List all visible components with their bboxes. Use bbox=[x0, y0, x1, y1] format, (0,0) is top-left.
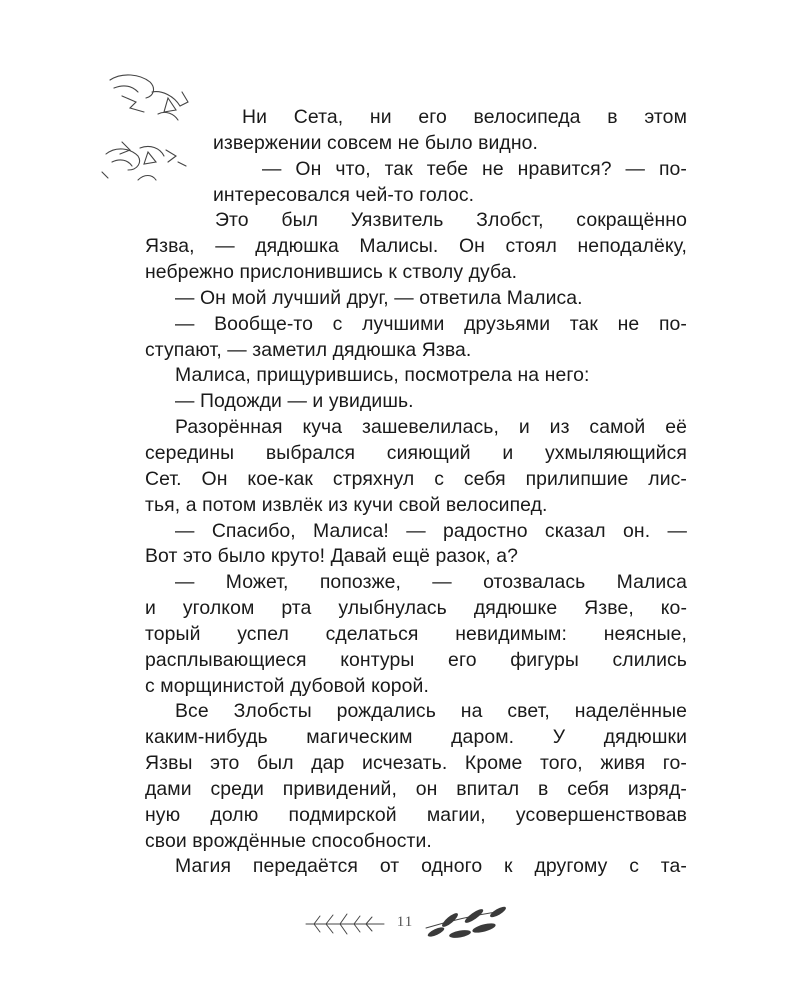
text-line: Это был Уязвитель Злобст, сокращённо bbox=[215, 209, 687, 232]
sketch-stroke bbox=[120, 142, 130, 154]
page-number: 11 bbox=[396, 914, 414, 930]
text-line: ную долю подмирской магии, усовершенствовав bbox=[145, 803, 687, 826]
text-line: торый успел сделаться невидимым: неясные, bbox=[145, 622, 687, 645]
text-line: — Он что, так тебе не нравится? — по- bbox=[262, 157, 687, 180]
text-line: извержении совсем не было видно. bbox=[213, 131, 539, 154]
ornament-leaf bbox=[463, 907, 485, 925]
sketch-stroke bbox=[106, 149, 140, 170]
text-line: — Подожди — и увидишь. bbox=[175, 390, 414, 413]
text-line: Малиса, прищурившись, посмотрела на него: bbox=[175, 364, 590, 387]
page-text bbox=[145, 105, 687, 880]
text-line: с морщинистой дубовой корой. bbox=[145, 674, 429, 697]
sketch-stroke bbox=[114, 86, 138, 92]
text-line: Язва, — дядюшка Малисы. Он стоял неподалёку, bbox=[145, 235, 687, 258]
text-line: — Спасибо, Малиса! — радостно сказал он. — bbox=[175, 519, 687, 542]
sketch-stroke bbox=[180, 92, 188, 106]
text-line: середины выбрался сияющий и ухмыляющийся bbox=[145, 441, 687, 464]
ornament-leaf bbox=[449, 929, 472, 940]
sketch-stroke bbox=[102, 172, 108, 178]
text-line: тья, а потом извлёк из кучи свой велосипед. bbox=[145, 493, 548, 516]
text-line: расплывающиеся контуры его фигуры слились bbox=[145, 648, 687, 671]
text-line: и уголком рта улыбнулась дядюшке Язве, ко- bbox=[145, 597, 687, 620]
text-line: интересовался чей-то голос. bbox=[213, 183, 475, 206]
text-line: дами среди привидений, он впитал в себя изряд- bbox=[145, 777, 687, 800]
sketch-stroke bbox=[110, 75, 153, 98]
text-line: свои врождённые способности. bbox=[145, 829, 432, 852]
text-line: — Может, попозже, — отозвалась Малиса bbox=[175, 571, 687, 594]
text-line: Ни Сета, ни его велосипеда в этом bbox=[242, 106, 687, 128]
text-line: Магия передаётся от одного к другому с та- bbox=[175, 855, 687, 878]
text-line: каким-нибудь магическим даром. У дядюшки bbox=[145, 726, 687, 749]
text-line: Все Злобсты рождались на свет, наделённые bbox=[175, 700, 687, 723]
sketch-stroke bbox=[112, 160, 132, 166]
text-line: Сет. Он кое-как стряхнул с себя прилипшие лис- bbox=[145, 467, 687, 490]
text-line: ступают, — заметил дядюшка Язва. bbox=[145, 338, 472, 361]
sketch-stroke bbox=[122, 96, 144, 112]
text-line: Разорённая куча зашевелилась, и из самой её bbox=[175, 416, 687, 439]
text-line: небрежно прислонившись к стволу дуба. bbox=[145, 261, 518, 284]
text-line: — Он мой лучший друг, — ответила Малиса. bbox=[175, 286, 583, 309]
ornament-leaf bbox=[489, 905, 508, 919]
page-footer bbox=[300, 902, 510, 952]
ornament-leaf bbox=[471, 921, 496, 934]
text-line: Вот это было круто! Давай ещё разок, а? bbox=[145, 545, 519, 568]
text-line: Язвы это был дар исчезать. Кроме того, живя го- bbox=[145, 752, 687, 775]
text-line: — Вообще-то с лучшими друзьями так не по- bbox=[175, 312, 687, 335]
